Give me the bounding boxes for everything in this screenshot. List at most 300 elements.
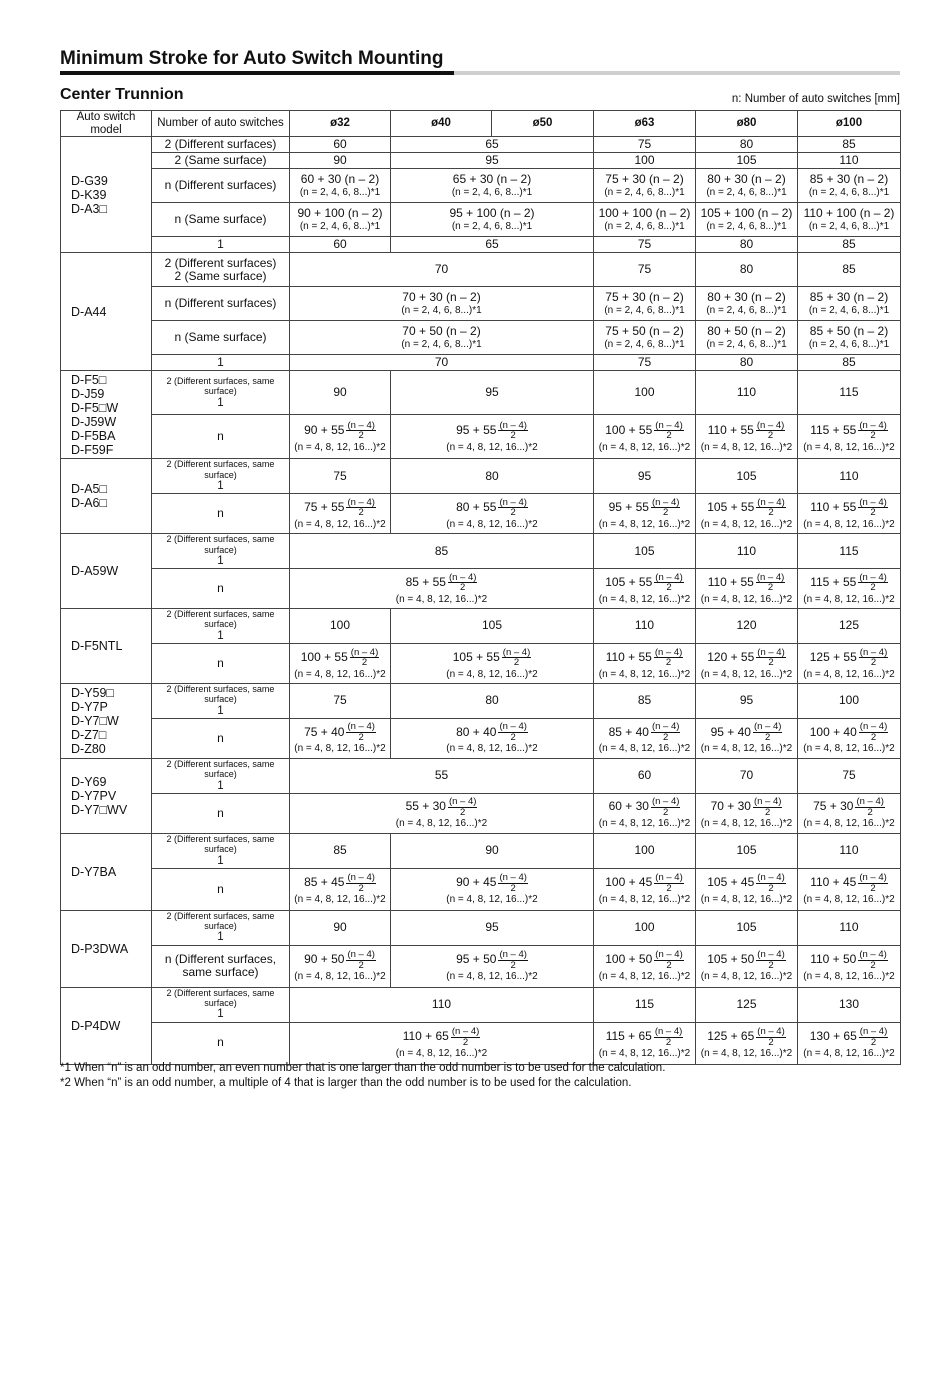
stroke-formula <box>707 1026 786 1048</box>
stroke-value-cell <box>696 137 798 153</box>
formula-base: 75 + 40 <box>304 724 345 739</box>
table-row <box>61 644 901 684</box>
stroke-value-cell <box>696 153 798 169</box>
fraction-denominator: 2 <box>768 657 774 668</box>
stroke-value-cell <box>290 287 594 321</box>
switch-count-label: 2 (Different surfaces, same surface) <box>166 987 275 1008</box>
footnote-2: *2 When “n” is an odd number, a multiple of 4 that is larger than the odd number is to be used for the calculation. <box>60 1077 632 1089</box>
stroke-value-cell <box>798 153 901 169</box>
n-condition: (n = 4, 8, 12, 16...)*2 <box>803 894 895 906</box>
formula-base: 100 + 45 <box>605 875 653 890</box>
model-name: D-G39 <box>71 173 108 188</box>
model-name: D-P4DW <box>71 1018 121 1033</box>
stroke-value: 105 <box>736 843 757 858</box>
switch-count-label: 2 (Different surfaces, same surface) <box>166 609 275 630</box>
fraction-denominator: 2 <box>767 582 774 594</box>
stroke-value-cell <box>391 945 594 987</box>
fraction <box>651 797 680 817</box>
formula-base: 60 + 30 <box>608 799 649 814</box>
stroke-value: 75 + 50 (n – 2) <box>605 324 684 339</box>
stroke-value-cell <box>798 758 901 793</box>
stroke-value: 110 + 100 (n – 2) <box>803 206 895 221</box>
stroke-formula <box>809 646 889 668</box>
switch-count-cell <box>152 793 290 833</box>
switch-count-cell <box>152 494 290 534</box>
table-row <box>61 415 901 459</box>
n-condition: (n = 4, 8, 12, 16...)*2 <box>446 441 538 453</box>
stroke-formula <box>456 496 528 519</box>
stroke-value-cell <box>696 371 798 415</box>
n-condition: (n = 4, 8, 12, 16...)*2 <box>598 894 691 906</box>
fraction <box>753 797 782 817</box>
n-condition: (n = 4, 8, 12, 16...)*2 <box>294 668 386 680</box>
model-name: D-Y7P <box>71 699 108 714</box>
switch-count-label: 1 <box>217 629 224 642</box>
stroke-value-cell <box>798 459 901 494</box>
fraction-numerator: (n – 4) <box>655 419 683 431</box>
fraction <box>859 722 888 742</box>
fraction <box>448 573 477 593</box>
fraction <box>654 1027 683 1047</box>
stroke-value-cell <box>391 415 594 459</box>
switch-count-cell <box>152 684 290 719</box>
fraction <box>756 421 785 441</box>
n-condition: (n = 4, 8, 12, 16...)*2 <box>700 1048 793 1060</box>
table-row <box>61 534 901 569</box>
n-condition: (n = 4, 8, 12, 16...)*2 <box>446 971 538 983</box>
stroke-value: 90 <box>333 385 347 400</box>
formula-base: 115 + 55 <box>810 422 857 437</box>
n-condition: (n = 4, 8, 12, 16...)*2 <box>803 818 895 830</box>
stroke-value-cell <box>594 237 696 253</box>
stroke-formula <box>304 949 376 971</box>
fraction-denominator: 2 <box>870 1036 877 1048</box>
fraction-numerator: (n – 4) <box>347 419 375 431</box>
stroke-value: 75 <box>637 262 652 277</box>
table-row <box>61 321 901 355</box>
stroke-formula <box>810 571 888 594</box>
formula-base: 110 + 55 <box>707 422 754 437</box>
n-condition: (n = 4, 8, 12, 16...)*2 <box>598 441 691 453</box>
stroke-value: 110 <box>839 153 859 168</box>
n-condition: (n = 4, 8, 12, 16...)*2 <box>446 743 538 755</box>
stroke-value-cell <box>290 1022 594 1064</box>
stroke-value: 70 <box>434 355 449 370</box>
model-name: D-A3□ <box>71 201 108 216</box>
fraction-denominator: 2 <box>358 959 364 971</box>
stroke-value-cell <box>594 644 696 684</box>
stroke-value-cell <box>798 137 901 153</box>
fraction-numerator: (n – 4) <box>350 646 379 658</box>
formula-base: 110 + 55 <box>810 499 857 514</box>
stroke-value: 115 <box>839 543 859 558</box>
stroke-value-cell <box>798 609 901 644</box>
stroke-value-cell <box>290 237 391 253</box>
table-row <box>61 137 901 153</box>
stroke-formula <box>304 419 376 442</box>
stroke-value: 100 <box>634 843 655 858</box>
switch-count-cell <box>152 321 290 355</box>
footnote-1: *1 When “n” is an odd number, an even number that is one larger than the odd number is to be used for the calculation. <box>60 1062 666 1074</box>
stroke-value-cell <box>391 684 594 719</box>
fraction <box>858 421 887 441</box>
table-row <box>61 371 901 415</box>
formula-base: 80 + 55 <box>456 499 497 514</box>
switch-count-label: n (Different surfaces) <box>164 178 277 193</box>
stroke-value: 100 <box>634 920 655 935</box>
stroke-value-cell <box>290 169 391 203</box>
fraction <box>498 722 527 742</box>
switch-count-label: 2 (Same surface) <box>174 153 267 168</box>
stroke-value-cell <box>798 718 901 758</box>
stroke-value: 85 + 30 (n – 2) <box>809 290 889 305</box>
fraction-numerator: (n – 4) <box>756 419 785 431</box>
stroke-value-cell <box>391 494 594 534</box>
stroke-value: 85 <box>637 693 652 708</box>
formula-base: 75 + 55 <box>304 499 345 514</box>
switch-count-label: n <box>217 881 224 896</box>
stroke-value: 80 <box>485 468 499 483</box>
stroke-value-cell <box>696 237 798 253</box>
stroke-value: 85 <box>842 237 856 252</box>
stroke-value-cell <box>696 415 798 459</box>
stroke-value: 80 <box>739 137 754 152</box>
stroke-value: 60 <box>637 768 652 783</box>
stroke-value: 60 <box>333 137 347 152</box>
switch-count-cell <box>152 371 290 415</box>
stroke-value-cell <box>798 415 901 459</box>
stroke-value: 70 <box>434 262 449 277</box>
table-row <box>61 203 901 237</box>
stroke-value-cell <box>391 868 594 910</box>
stroke-value-cell <box>696 987 798 1022</box>
stroke-value: 80 + 30 (n – 2) <box>707 290 786 305</box>
header-bore-40: ø40 <box>391 111 492 137</box>
n-condition: (n = 2, 4, 6, 8...)*1 <box>808 305 890 317</box>
switch-count-cell <box>152 987 290 1022</box>
stroke-value-cell <box>696 945 798 987</box>
n-condition: (n = 4, 8, 12, 16...)*2 <box>598 593 691 605</box>
fraction <box>756 1027 785 1047</box>
fraction <box>654 421 683 441</box>
formula-base: 110 + 45 <box>810 875 857 890</box>
stroke-value-cell <box>798 287 901 321</box>
stroke-value-cell <box>594 910 696 945</box>
fraction-numerator: (n – 4) <box>651 796 680 808</box>
fraction-denominator: 2 <box>663 731 669 743</box>
stroke-value: 95 <box>637 468 652 483</box>
n-condition: (n = 4, 8, 12, 16...)*2 <box>803 971 895 983</box>
stroke-value-cell <box>594 253 696 287</box>
n-condition: (n = 4, 8, 12, 16...)*2 <box>803 518 895 530</box>
stroke-value-cell <box>798 1022 901 1064</box>
stroke-value: 105 <box>736 920 757 935</box>
table-row <box>61 569 901 609</box>
model-cell <box>61 371 152 459</box>
switch-count-label: n (Same surface) <box>174 330 267 345</box>
stroke-value-cell <box>290 203 391 237</box>
n-condition: (n = 4, 8, 12, 16...)*2 <box>294 971 386 983</box>
n-condition: (n = 4, 8, 12, 16...)*2 <box>395 1048 488 1060</box>
model-name: D-P3DWA <box>71 941 129 956</box>
n-condition: (n = 4, 8, 12, 16...)*2 <box>598 518 691 530</box>
stroke-value: 95 <box>485 153 499 168</box>
stroke-value: 65 <box>485 137 499 152</box>
n-condition: (n = 2, 4, 6, 8...)*1 <box>451 221 533 233</box>
stroke-value-cell <box>594 718 696 758</box>
n-condition: (n = 4, 8, 12, 16...)*2 <box>700 743 793 755</box>
model-cell <box>61 987 152 1064</box>
fraction <box>654 873 683 893</box>
switch-count-cell <box>152 758 290 793</box>
fraction-numerator: (n – 4) <box>757 1026 785 1038</box>
fraction <box>651 498 680 518</box>
formula-base: 105 + 50 <box>707 952 755 967</box>
stroke-value-cell <box>696 569 798 609</box>
stroke-value: 85 <box>434 543 449 558</box>
n-condition: (n = 4, 8, 12, 16...)*2 <box>803 593 895 605</box>
stroke-value-cell <box>391 833 594 868</box>
switch-count-label: 1 <box>217 355 224 370</box>
stroke-value-cell <box>696 253 798 287</box>
fraction-numerator: (n – 4) <box>753 796 782 808</box>
stroke-formula <box>402 1026 481 1048</box>
stroke-formula <box>456 419 528 442</box>
stroke-value-cell <box>391 718 594 758</box>
table-row <box>61 237 901 253</box>
stroke-value: 120 <box>736 618 757 633</box>
fraction-denominator: 2 <box>768 882 774 894</box>
stroke-value-cell <box>391 169 594 203</box>
model-cell <box>61 534 152 609</box>
stroke-value-cell <box>594 868 696 910</box>
model-name: D-F5□W <box>71 400 119 415</box>
fraction-numerator: (n – 4) <box>859 872 887 884</box>
formula-base: 70 + 30 <box>710 799 751 814</box>
stroke-value-cell <box>290 758 594 793</box>
fraction-denominator: 2 <box>361 657 368 668</box>
formula-base: 75 + 30 <box>813 799 854 814</box>
stroke-value: 115 <box>839 385 859 400</box>
stroke-value: 85 + 30 (n – 2) <box>809 172 889 187</box>
fraction <box>346 722 375 742</box>
switch-count-cell <box>152 137 290 153</box>
stroke-value-cell <box>696 203 798 237</box>
n-condition: (n = 4, 8, 12, 16...)*2 <box>446 668 538 680</box>
n-condition: (n = 4, 8, 12, 16...)*2 <box>700 971 793 983</box>
stroke-value-cell <box>594 833 696 868</box>
stroke-formula <box>707 949 786 971</box>
fraction-numerator: (n – 4) <box>757 949 785 961</box>
stroke-value-cell <box>290 987 594 1022</box>
formula-base: 110 + 55 <box>605 649 652 664</box>
table-row <box>61 718 901 758</box>
fraction-numerator: (n – 4) <box>347 949 375 961</box>
fraction-denominator: 2 <box>870 582 876 594</box>
formula-base: 100 + 40 <box>809 724 857 739</box>
stroke-value-cell <box>696 910 798 945</box>
stroke-value: 125 <box>736 996 757 1011</box>
fraction-numerator: (n – 4) <box>859 419 887 431</box>
stroke-value: 110 <box>839 920 859 935</box>
stroke-value: 95 + 100 (n – 2) <box>449 206 535 221</box>
n-condition: (n = 2, 4, 6, 8...)*1 <box>299 221 381 233</box>
n-condition: (n = 2, 4, 6, 8...)*1 <box>604 187 685 199</box>
formula-base: 105 + 55 <box>452 649 500 664</box>
stroke-value: 70 + 50 (n – 2) <box>402 324 481 339</box>
switch-count-label: 2 (Different surfaces, same surface) <box>166 375 275 397</box>
fraction-denominator: 2 <box>666 430 672 442</box>
formula-base: 95 + 55 <box>608 499 649 514</box>
model-cell <box>61 758 152 833</box>
fraction <box>756 498 785 518</box>
stroke-value-cell <box>696 1022 798 1064</box>
fraction-denominator: 2 <box>510 507 516 519</box>
stroke-value-cell <box>798 987 901 1022</box>
fraction-denominator: 2 <box>666 582 672 594</box>
switch-count-cell <box>152 644 290 684</box>
n-condition: (n = 4, 8, 12, 16...)*2 <box>446 894 538 906</box>
header-bore-63: ø63 <box>594 111 696 137</box>
stroke-formula <box>605 571 684 594</box>
unit-note: n: Number of auto switches [mm] <box>731 93 900 105</box>
fraction-denominator: 2 <box>358 731 364 743</box>
n-condition: (n = 4, 8, 12, 16...)*2 <box>803 441 895 453</box>
stroke-value: 100 <box>838 693 860 708</box>
stroke-value: 105 <box>736 153 757 168</box>
stroke-value-cell <box>290 833 391 868</box>
stroke-value-cell <box>391 371 594 415</box>
title-rule <box>60 71 900 75</box>
stroke-value: 80 <box>739 237 754 252</box>
stroke-value-cell <box>391 609 594 644</box>
switch-count-cell <box>152 459 290 494</box>
n-condition: (n = 4, 8, 12, 16...)*2 <box>700 668 793 680</box>
fraction-numerator: (n – 4) <box>499 872 527 884</box>
switch-count-label: 1 <box>217 854 224 867</box>
n-condition: (n = 4, 8, 12, 16...)*2 <box>395 593 488 605</box>
stroke-value: 95 <box>485 385 499 400</box>
stroke-value-cell <box>594 569 696 609</box>
fraction <box>858 498 887 518</box>
stroke-value-cell <box>696 609 798 644</box>
model-name: D-A6□ <box>71 496 108 511</box>
model-name: D-J59W <box>71 414 117 429</box>
switch-count-label: 1 <box>217 704 224 717</box>
table-body <box>61 137 901 1064</box>
fraction-numerator: (n – 4) <box>499 419 527 431</box>
switch-count-cell <box>152 1022 290 1064</box>
stroke-value: 95 <box>739 693 754 708</box>
stroke-value-cell <box>798 793 901 833</box>
stroke-value-cell <box>696 684 798 719</box>
fraction-numerator: (n – 4) <box>859 496 887 508</box>
switch-count-label: 1 <box>217 396 224 409</box>
fraction <box>756 873 785 893</box>
stroke-formula <box>405 796 478 818</box>
header-bore-32: ø32 <box>290 111 391 137</box>
stroke-formula <box>605 646 684 668</box>
fraction-numerator: (n – 4) <box>859 949 887 961</box>
stroke-value-cell <box>594 793 696 833</box>
formula-base: 105 + 55 <box>605 574 653 589</box>
fraction-denominator: 2 <box>867 806 873 818</box>
formula-base: 120 + 55 <box>707 649 755 664</box>
header-model: Auto switch model <box>61 111 152 137</box>
fraction-denominator: 2 <box>358 430 364 442</box>
model-name: D-Y69 <box>71 774 107 789</box>
fraction-numerator: (n – 4) <box>756 571 785 583</box>
page-title: Minimum Stroke for Auto Switch Mounting <box>60 48 444 69</box>
fraction-denominator: 2 <box>765 806 771 818</box>
stroke-value-cell <box>290 137 391 153</box>
fraction-numerator: (n – 4) <box>451 1026 480 1038</box>
stroke-value-cell <box>290 684 391 719</box>
stroke-value-cell <box>290 355 594 371</box>
n-condition: (n = 4, 8, 12, 16...)*2 <box>700 593 793 605</box>
stroke-value-cell <box>696 758 798 793</box>
switch-count-cell <box>152 415 290 459</box>
model-cell <box>61 609 152 684</box>
stroke-value: 75 <box>842 768 856 783</box>
n-condition: (n = 4, 8, 12, 16...)*2 <box>294 441 386 453</box>
fraction-denominator: 2 <box>665 1036 672 1048</box>
table-row <box>61 1022 901 1064</box>
fraction-denominator: 2 <box>768 507 774 519</box>
stroke-value-cell <box>594 321 696 355</box>
fraction-denominator: 2 <box>765 731 771 743</box>
model-cell <box>61 459 152 534</box>
stroke-value-cell <box>798 355 901 371</box>
formula-base: 105 + 55 <box>707 499 755 514</box>
fraction <box>346 421 375 441</box>
stroke-value-cell <box>696 355 798 371</box>
stroke-value: 90 + 100 (n – 2) <box>297 206 383 221</box>
fraction <box>756 648 785 668</box>
switch-count-cell <box>152 534 290 569</box>
stroke-formula <box>456 949 528 971</box>
formula-base: 95 + 55 <box>456 422 497 437</box>
model-name: D-F59F <box>71 442 114 457</box>
model-name: D-F5□ <box>71 372 107 387</box>
stroke-value: 110 <box>839 468 859 483</box>
min-stroke-table <box>60 110 901 1065</box>
switch-count-cell <box>152 203 290 237</box>
fraction-numerator: (n – 4) <box>859 571 887 583</box>
stroke-value-cell <box>594 169 696 203</box>
stroke-value-cell <box>594 945 696 987</box>
switch-count-label: 1 <box>217 237 224 252</box>
stroke-value-cell <box>290 321 594 355</box>
fraction-denominator: 2 <box>663 806 669 818</box>
switch-count-cell <box>152 355 290 371</box>
stroke-value-cell <box>391 137 594 153</box>
stroke-value-cell <box>290 459 391 494</box>
n-condition: (n = 4, 8, 12, 16...)*2 <box>700 518 793 530</box>
stroke-value: 85 + 50 (n – 2) <box>809 324 889 339</box>
switch-count-label: 2 (Different surfaces, same surface) <box>166 833 275 855</box>
stroke-value: 80 <box>739 355 754 370</box>
model-name: D-Z80 <box>71 741 106 756</box>
stroke-value-cell <box>696 644 798 684</box>
stroke-value-cell <box>696 169 798 203</box>
fraction-denominator: 2 <box>510 882 516 894</box>
fraction <box>451 1027 480 1047</box>
stroke-value-cell <box>798 910 901 945</box>
model-name: D-F5BA <box>71 428 116 443</box>
stroke-formula <box>608 721 681 743</box>
fraction-denominator: 2 <box>768 1036 774 1048</box>
